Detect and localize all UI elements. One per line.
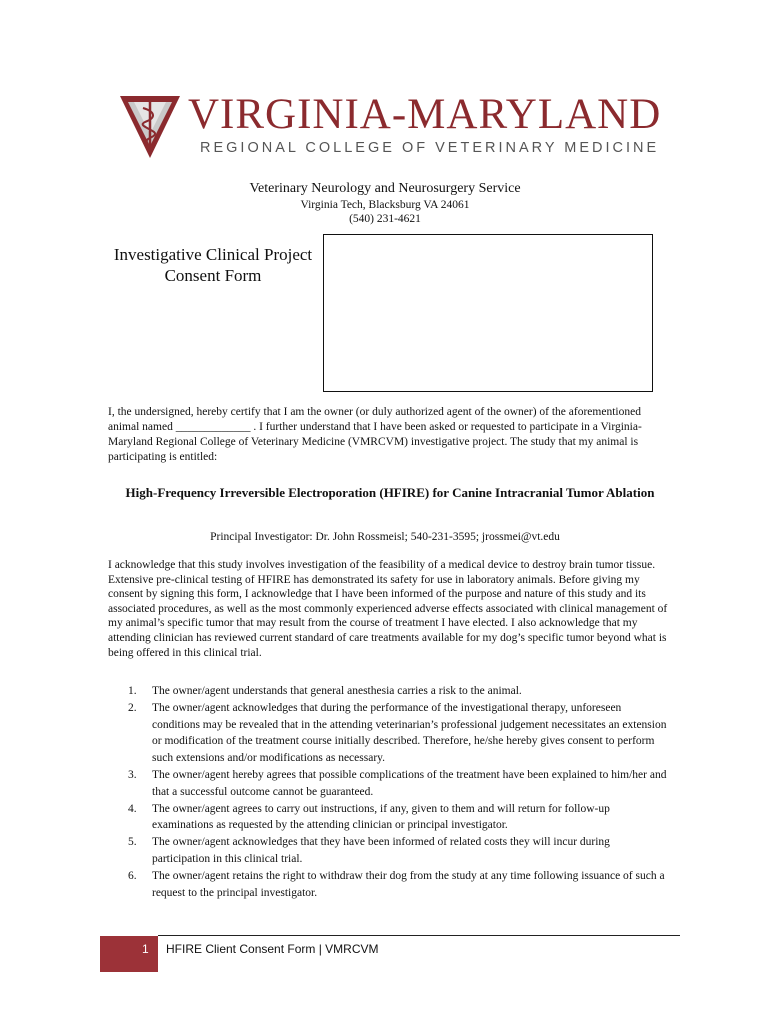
list-item-text: The owner/agent understands that general anesthesia carries a risk to the animal. xyxy=(152,685,522,697)
study-title: High-Frequency Irreversible Electroporation (HFIRE) for Canine Intracranial Tumor Ablation xyxy=(125,485,655,500)
list-item-text: The owner/agent hereby agrees that possible complications of the treatment have been explained to him/her and that a successful outcome cannot be guaranteed. xyxy=(152,768,667,798)
list-item xyxy=(108,767,668,801)
list-item-number: 1. xyxy=(128,685,137,697)
list-item-number: 6. xyxy=(128,869,137,882)
consent-terms-list xyxy=(108,683,668,901)
list-item-number: 4. xyxy=(128,802,137,815)
footer-text: HFIRE Client Consent Form | VMRCVM xyxy=(166,942,379,956)
list-item xyxy=(108,801,668,835)
logo-subtitle: REGIONAL COLLEGE OF VETERINARY MEDICINE xyxy=(200,140,660,156)
list-item-number: 2. xyxy=(128,701,137,714)
list-item-text: The owner/agent agrees to carry out instructions, if any, given to them and will return for follow-up examinations as requested by the attending clinician or principal investigator. xyxy=(152,802,610,832)
service-phone: (540) 231-4621 xyxy=(349,213,421,225)
list-item xyxy=(108,868,668,902)
form-title-line2: Consent Form xyxy=(164,266,262,285)
form-title-line1: Investigative Clinical Project xyxy=(113,245,313,264)
list-item-text: The owner/agent acknowledges that during the performance of the investigational therapy, unforeseen conditions may be revealed that in the attending veterinarian’s professional judgement necessitates an extension or modification of the treatment course initially described. Therefore, he/she hereby gives consent to perform such extensions and/or modifications as necessary. xyxy=(152,701,667,765)
caduceus-shield-icon xyxy=(118,94,182,160)
page-number: 1 xyxy=(142,942,149,956)
list-item xyxy=(108,683,668,700)
owner-certification: I, the undersigned, hereby certify that I am the owner (or duly authorized agent of the owner) of the aforementioned animal named _____________ . I further understand that I have been asked or requested to participate in a Virginia-Maryland Regional College of Veterinary Medicine (VMRCVM) investigative project. The study that my animal is participating is entitled: xyxy=(108,406,642,463)
college-logo xyxy=(118,91,662,166)
acknowledgement-paragraph: I acknowledge that this study involves investigation of the feasibility of a medical device to destroy brain tumor tissue. Extensive pre-clinical testing of HFIRE has demonstrated its safety for use in laboratory animals. Before giving my consent by signing this form, I acknowledge that I have been informed of the purpose and nature of this study and its associated procedures, as well as the most commonly experienced adverse effects associated with clinical management of my animal’s specific tumor that may result from the course of treatment I have elected. I also acknowledge that my attending clinician has reviewed current standard of care treatments available for my dog’s specific tumor beyond what is being offered in this clinical trial. xyxy=(108,559,668,659)
list-item-text: The owner/agent acknowledges that they have been informed of related costs they will incur during participation in this clinical trial. xyxy=(152,836,610,865)
principal-investigator: Principal Investigator: Dr. John Rossmeisl; 540-231-3595; jrossmei@vt.edu xyxy=(210,531,560,543)
footer-divider xyxy=(158,935,680,936)
photo-box xyxy=(323,234,653,392)
footer-accent-bar xyxy=(100,936,158,972)
list-item xyxy=(108,834,668,868)
service-name: Veterinary Neurology and Neurosurgery Service xyxy=(249,181,521,196)
service-address: Virginia Tech, Blacksburg VA 24061 xyxy=(300,199,470,211)
list-item xyxy=(108,700,668,767)
form-title xyxy=(108,244,318,286)
list-item-number: 3. xyxy=(128,768,137,781)
list-item-text: The owner/agent retains the right to withdraw their dog from the study at any time following issuance of such a request to the principal investigator. xyxy=(152,869,665,899)
logo-title: VIRGINIA-MARYLAND xyxy=(188,91,662,138)
list-item-number: 5. xyxy=(128,836,137,849)
